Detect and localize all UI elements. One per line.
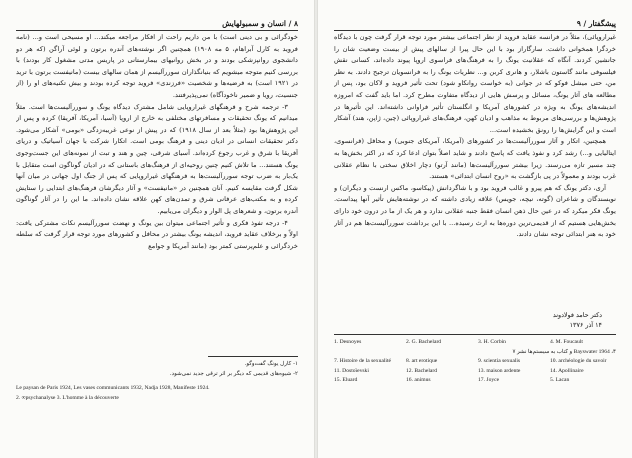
- left-page: [0, 0, 314, 458]
- right-footnote: 9. scientia sexualis: [478, 358, 521, 365]
- left-page-header: [16, 14, 298, 31]
- left-paragraph-3: ۴- درجه تفوذ فکری و تأثیر اجتماعی میتوان بین یونگ و نهضت سوررآلیسم نکات مشترکی یافت: اولاً و برخلاف عقاید فروید، اندیشه یونگ بیشتر در محافل و کشورهای مورد توجه قرار گرفت که سلطه خردگرائی و علم‌پرستی کمتر بود (مانند آمریکا و جوامع: [16, 218, 298, 250]
- right-footnote: 15. Eluard: [334, 377, 358, 384]
- right-footnote-grid: [334, 338, 616, 348]
- right-footnote: 11. Dostoïevski: [334, 367, 369, 374]
- right-footnote-extra: Bayswater 1964 ،۴ و کتاب به سیستم‌ها نشر ۷: [512, 348, 616, 355]
- left-footnote-latin-1: Le paysan de Paris 1924, Les vases communicants 1932, Nadja 1928, Manifeste 1924.: [16, 385, 210, 391]
- right-page-body: [334, 32, 616, 302]
- right-footnote: 14. Apollinaire: [550, 367, 584, 374]
- right-page: [318, 0, 632, 458]
- left-page-title: ۸ / انسان و سمبولهایش: [222, 19, 298, 28]
- right-footnote-grid-2: [334, 357, 616, 386]
- left-footnotes-ltr: [16, 384, 298, 403]
- left-footnotes-rtl: [16, 360, 298, 379]
- right-footnote: 1. Desnoyes: [334, 339, 362, 345]
- right-footnote: 10. archéologie du savoir: [550, 358, 607, 365]
- left-page-body: [16, 32, 298, 350]
- right-footnote: 5. Lacan: [550, 377, 570, 384]
- right-paragraph-2: همچنین، اتکار و آثار سوررآلیست‌ها در کشورهای (آمریکا، آمریکای جنوبی) و محافل (فرانسوی، ایتالیایی و...) رشد کرد و نفوذ یافت که پاسخ دادند و شاید اصلاً بتوان ادعا کرد که در اکثر بخش‌ها به چند مسیر تازه می‌رسند. زیرا بیشتر سوررآلیست‌ها (مانند آرتو) دچار اخلاق سختی با نظام عقلانی غرب بودند و معمولاً در پی بازگشت به «روح انسان ابتدائی» هستند.: [334, 137, 616, 181]
- signature-block: [334, 310, 616, 330]
- right-footnote: 3. H. Corbin: [478, 339, 506, 345]
- right-footnote: 16. animus: [406, 377, 431, 384]
- left-footnote-rule: [208, 356, 298, 357]
- left-footnote-1: ۱- کارل یونگ گفت‌وگو.: [244, 361, 298, 367]
- right-paragraph-3: آری، دکتر یونگ که هم پیرو و غالب فروید بود و با شاگردانش (پیکاسو، ماکس ارنست و دیگران) و نویسندگان و شاعران (گوته، نیچه، جویس) علاقه زیادی داشته که در نوشته‌هایش تأثیر آنها پیداست. یونگ فکر میکرد که در عین حال ذهن انسان فقط جنبه عقلانی ندارد و هر یک از ما در درون خود دارای بخش‌هایی هستیم که از قدیمی‌ترین دوره‌ها به ارث رسیده... با این برداشت سوررآلیست‌ها هم در آثار خود به هنر ابتدائی توجه نشان دادند.: [334, 183, 616, 239]
- right-footnote: 17. Joyce: [478, 377, 500, 384]
- left-footnote-2: ۲- شیوه‌های قدیمی که دیگر بر اثر ترقی جدید نمی‌شود.: [169, 370, 298, 377]
- right-footnote: 4. M. Foucault: [550, 339, 583, 345]
- right-page-header: [334, 14, 616, 31]
- right-footnotes: [334, 338, 616, 386]
- signature-date: ۱۴ آذر ۱۳۷۶: [569, 321, 602, 329]
- right-paragraph-1: غیراروپائی)، مثلاً در فرانسه عقاید فروید از نظر اجتماعی بیشتر مورد توجه قرار گرفت چون با دیدگاه خردگرا همخوانی داشت. سارگاراز بود با این حال پیرا از سالهای پیش از بیست وضعیت شان را جانشین کردند. آنگاه که عقلانیت یونگ را به فرهنگ‌های فراسوی اروپا پیوند داده‌اند، کسانی نقش فیلسوفی مانند گاستون باشلار، و هانری کربن و... نظریات یونگ را به فرانسویان ترجیح دادند. به نظر من، حتی میشل فوکو که در جوانی (به خواست روانکاو شود) تحت تأثیر فروید و لاکان بود، پس از مطالعه های آثار یونگ، مسائل و پرسش هایی از دیدگاه متفاوت مطرح کرد. اما باید گفت که امروزه اندیشه‌های یونگ به ویژه در کشورهای آمریکا و انگلستان تأثیر فراوانی داشته‌اند. این تأثیرها در پژوهش‌ها و بررسی‌های مربوط به مذاهب و ادیان کهن، فرهنگ‌های غیراروپائی (چین، ژاپن، هند) آشکار است و این گرایش‌ها را رونق بخشیده است...: [334, 33, 616, 134]
- left-footnote-latin-2: 2. ∞psychanalyse 3. L'homme à la découverte: [16, 394, 119, 401]
- right-page-title: پیشگفتار / ۹: [576, 19, 616, 28]
- left-paragraph-2: ۳- ترجمه شرح و فرهنگهای غیراروپایی شامل مشترک دیدگاه یونگ و سوررآلیست‌ها است. مثلاً میدانیم که یونگ تحقیقات و مسافرتهای مختلفی به خارج از اروپا (آسیا، آمریکا، آفریقا) کرده و پس از این پژوهش‌ها بود (مثلاً بعد از سال ۱۹۱۸) که در پیش از نوعی غریبه‌زدگی «بومی» آشکار می‌شود. دکتر تحقیقات انسانی در ادیان دینی و فرهنگ بومی است. اتکارا شرکت با جهان آسیاتیک و دریای آفریقا با شرق و غرب رجوع کرده‌اند. آسیای شرقی، چین و هند و تبت از نمونه‌های این جست‌وجوی یونگ هستند... ما تلاش کنیم چنین روحیه‌ای از فرهنگ‌های باستانی که در ادیان گوناگون است متقابل با یک‌بار به ضرب توجه سوررآلیست‌ها به فرهنگهای غیراروپایی که پس از جنگ اول جهانی در میان آنها شکل گرفت مقایسه کنیم. آنان همچنین در «مانیفست» و آثار دیگرشان فرهنگ‌های ابتدایی را ستایش کرده و به مکتب‌های عرفانی شرق و تمدن‌های کهن علاقه نشان داده‌اند. ما این را در آثار گوناگون آندره برتون، و شعرهای پل الوار و دیگران می‌یابیم.: [16, 102, 298, 215]
- left-paragraph-1: خودگرائی و بی دینی است) با من داریم راحت از افکار مراجعه میکند... او مسیحی است و... (نامه فروید به کارل آبراهام، ۵ مه ۱۹۰۸) همچنین اگر نوشته‌های آندره برتون و لوئی آراگن (که هر دو دانشجوی روانپزشکی بودند و در بخش روانیهای بیمارستانی در پاریس مدتی مشغول کار بودند) با بررسی کنیم متوجه میشویم که بنیانگذاران سوررآلیسم از همان سالهای بیست (مانیفست برتون با ترید در ۱۹۲۱ است) به فرضیه‌ها و شخصیت «فرزندی» فروید توجه کرده بودند و بیش تکنیه‌های او را (از جنسیت، رویا و ضمیر ناخودآگاه) نمی‌پذیرفتند.: [16, 33, 298, 99]
- right-footnote: 7. Histoire de la sexualité: [334, 358, 392, 365]
- right-footnote-rule: [334, 334, 616, 335]
- right-footnote: 12. Bachelard: [406, 367, 438, 374]
- right-footnote: 8. art erotique: [406, 358, 438, 365]
- right-footnote: 13. maison ardente: [478, 367, 521, 374]
- signature-name: دکتر حامد فولادوند: [552, 311, 602, 319]
- right-footnote: 2. G. Bachelard: [406, 339, 442, 345]
